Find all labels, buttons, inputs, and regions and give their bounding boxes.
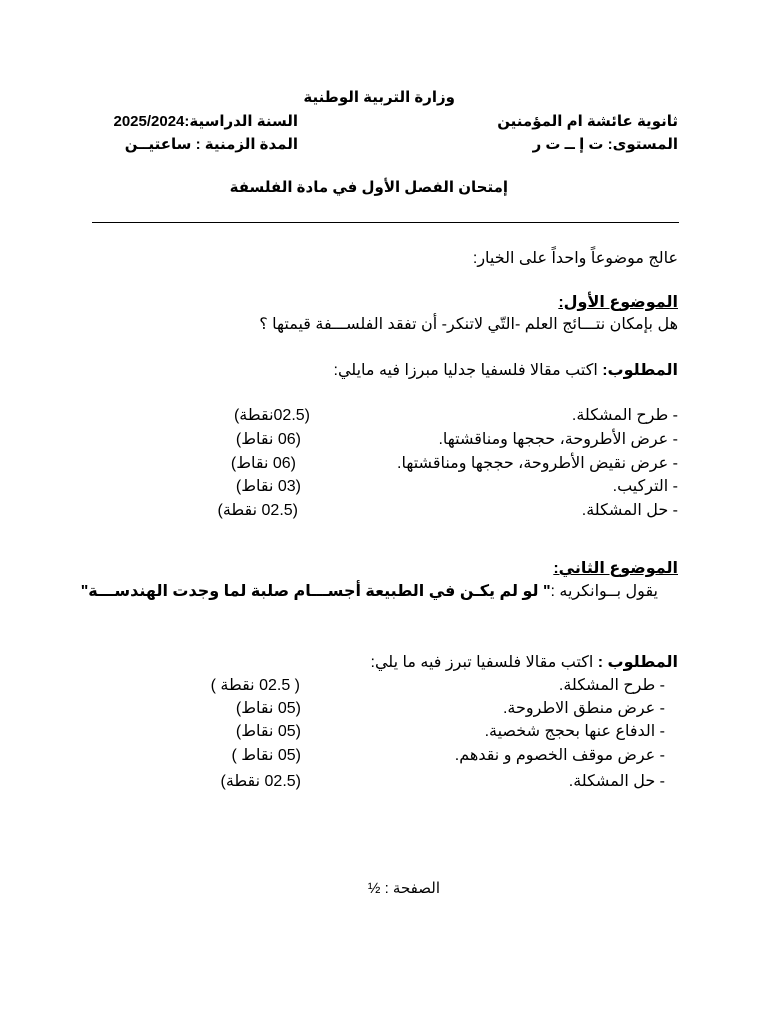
- topic2-required-text: اكتب مقالا فلسفيا تبرز فيه ما يلي:: [370, 654, 598, 671]
- topic1-points: (03 نقاط): [235, 478, 301, 495]
- topic1-item: - حل المشكلة.: [581, 502, 678, 519]
- topic2-heading: الموضوع الثاني:: [553, 560, 678, 577]
- topic2-item: - طرح المشكلة.: [558, 677, 665, 694]
- topic2-quote: " لو لم يكـن في الطبيعة أجســـام صلبة لما وجدت الهندســـة": [80, 583, 551, 600]
- topic2-item: - عرض موقف الخصوم و نقدهم.: [454, 747, 665, 764]
- topic1-item: - عرض الأطروحة، حججها ومناقشتها.: [438, 431, 678, 448]
- topic1-question: هل بإمكان نتـــائج العلم -التّي لاتنكر- أن تفقد الفلســـفة قيمتها ؟: [259, 316, 678, 333]
- duration: المدة الزمنية : ساعتيــن: [124, 136, 298, 153]
- school-year: السنة الدراسية:2025/2024: [113, 113, 298, 130]
- topic2-required-label: المطلوب :: [597, 654, 678, 671]
- topic1-points: (02.5 نقطة): [217, 502, 298, 519]
- topic2-quote-line: [81, 581, 658, 601]
- page-number: الصفحة : ½: [367, 880, 440, 897]
- level: المستوى: ت إ ــ ت ر: [532, 136, 678, 153]
- topic1-item: - عرض نقيض الأطروحة، حججها ومناقشتها.: [397, 455, 678, 472]
- ministry-title: وزارة التربية الوطنية: [303, 89, 455, 106]
- exam-title: إمتحان الفصل الأول في مادة الفلسفة: [229, 179, 508, 196]
- topic2-item: - الدفاع عنها بحجج شخصية.: [484, 723, 665, 740]
- topic1-item: - التركيب.: [612, 478, 678, 495]
- topic1-points: (06 نقاط): [235, 431, 301, 448]
- topic2-required: [371, 652, 678, 672]
- topic2-points: (05 نقاط): [235, 723, 301, 740]
- school-name: ثانوية عائشة ام المؤمنين: [497, 113, 678, 130]
- topic1-item: - طرح المشكلة.: [571, 407, 678, 424]
- instruction: عالج موضوعاً واحداً على الخيار:: [472, 250, 678, 267]
- topic2-points: (05 نقاط ): [231, 747, 301, 764]
- topic1-points: (02.5نقطة): [233, 407, 310, 424]
- topic1-required: [334, 360, 678, 380]
- topic2-points: ( 02.5 نقطة ): [210, 677, 300, 694]
- topic1-heading: الموضوع الأول:: [558, 294, 678, 311]
- topic2-item: - حل المشكلة.: [568, 773, 665, 790]
- topic1-required-label: المطلوب:: [602, 362, 678, 379]
- topic2-quote-prefix: يقول بــوانكريه :: [550, 583, 658, 600]
- topic2-points: (05 نقاط): [235, 700, 301, 717]
- topic1-points: (06 نقاط): [230, 455, 296, 472]
- topic2-points: (02.5 نقطة): [220, 773, 301, 790]
- topic1-required-text: اكتب مقالا فلسفيا جدليا مبرزا فيه مايلي:: [333, 362, 603, 379]
- divider: [92, 222, 679, 223]
- topic2-item: - عرض منطق الاطروحة.: [502, 700, 665, 717]
